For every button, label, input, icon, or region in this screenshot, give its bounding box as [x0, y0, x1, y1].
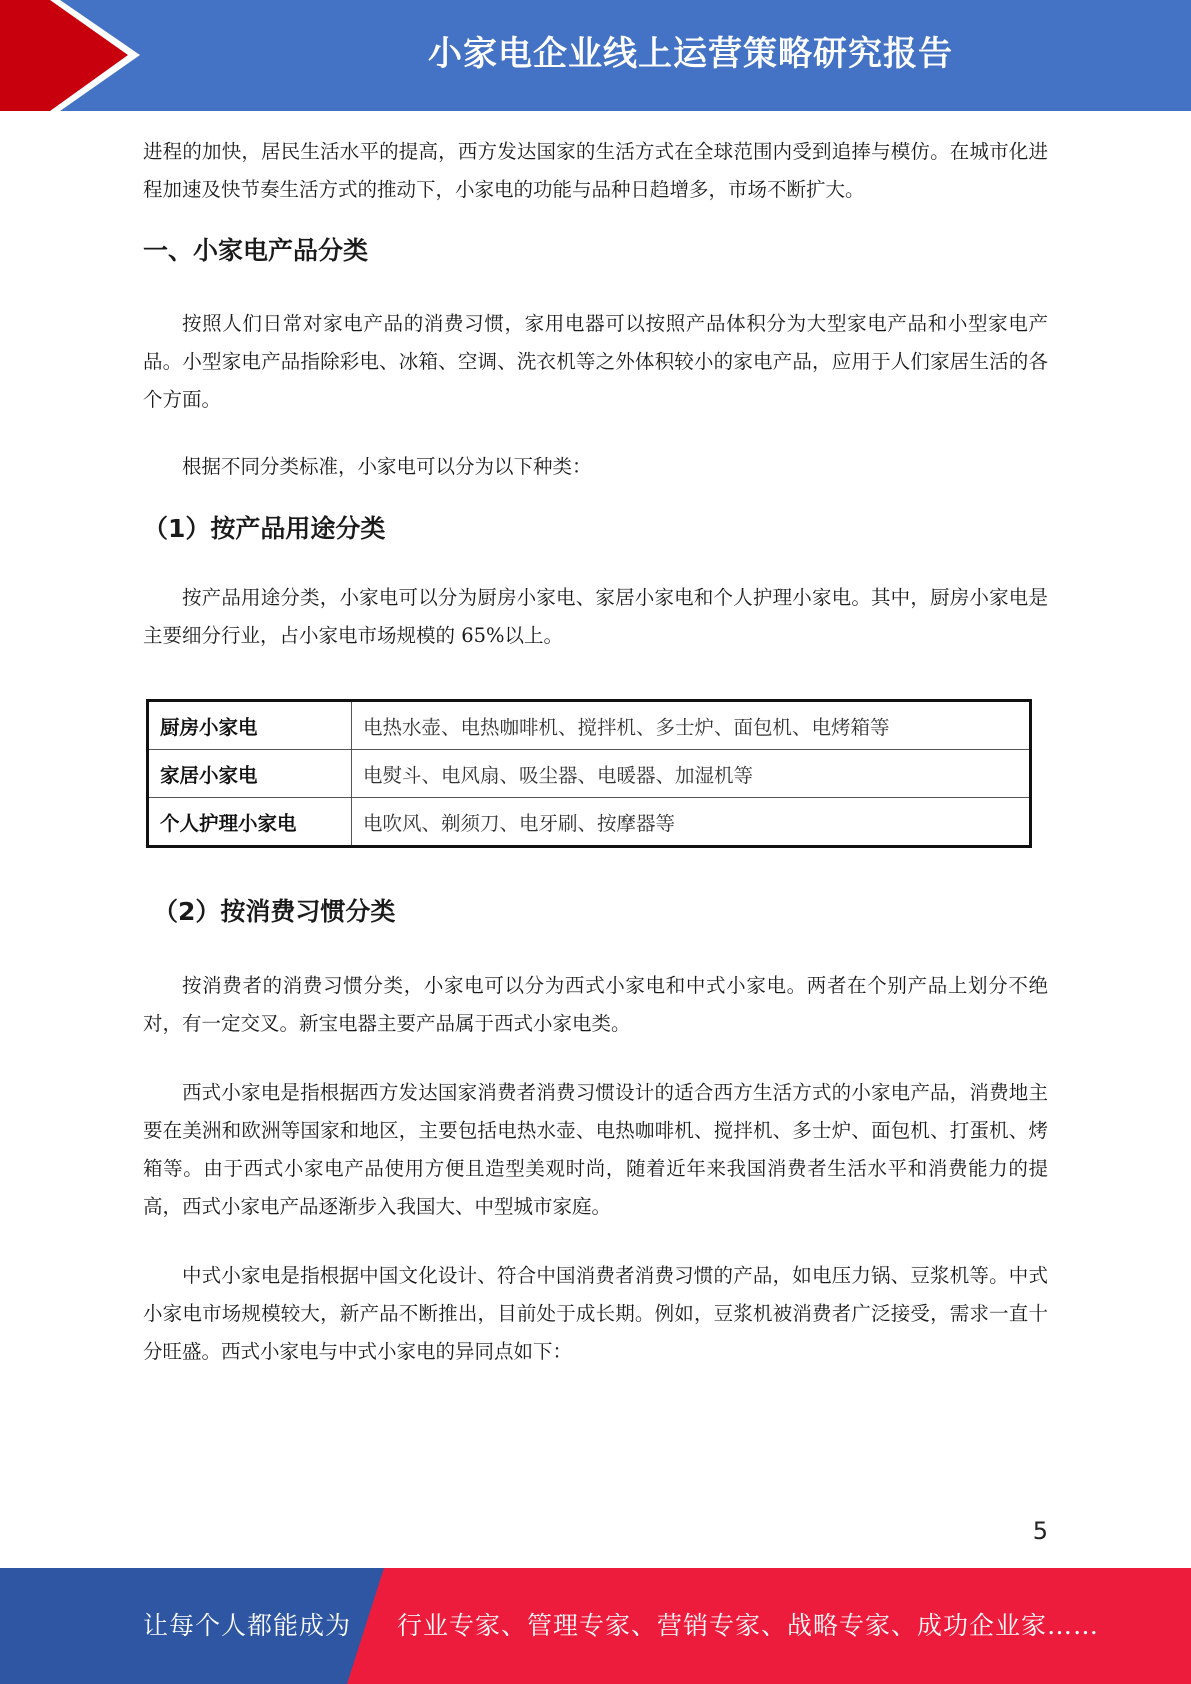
body-paragraph: 中式小家电是指根据中国文化设计、符合中国消费者消费习惯的产品，如电压力锅、豆浆机等。中式小家电市场规模较大，新产品不断推出，目前处于成长期。例如，豆浆机被消费者广泛接受，需求一直十分旺盛。西式小家电与中式小家电的异同点如下：	[143, 1264, 1048, 1363]
body-paragraph: 根据不同分类标准，小家电可以分为以下种类：	[182, 455, 592, 478]
table-row	[148, 750, 1031, 798]
table-cell-category: 个人护理小家电	[148, 798, 352, 847]
footer-slogan-right: 行业专家、管理专家、营销专家、战略专家、成功企业家……	[397, 1611, 1100, 1640]
body-paragraph: 按照人们日常对家电产品的消费习惯，家用电器可以按照产品体积分为大型家电产品和小型家电产品。小型家电产品指除彩电、冰箱、空调、洗衣机等之外体积较小的家电产品，应用于人们家居生活的各个方面。	[143, 312, 1048, 411]
table-cell-items: 电吹风、剃须刀、电牙刷、按摩器等	[352, 798, 1031, 847]
category-table	[146, 699, 1032, 848]
body-paragraph: 西式小家电是指根据西方发达国家消费者消费习惯设计的适合西方生活方式的小家电产品，消费地主要在美洲和欧洲等国家和地区，主要包括电热水壶、电热咖啡机、搅拌机、多士炉、面包机、打蛋机、烤箱等。由于西式小家电产品使用方便且造型美观时尚，随着近年来我国消费者生活水平和消费能力的提高，西式小家电产品逐渐步入我国大、中型城市家庭。	[143, 1081, 1048, 1218]
intro-paragraph: 进程的加快，居民生活水平的提高，西方发达国家的生活方式在全球范围内受到追捧与模仿。在城市化进程加速及快节奏生活方式的推动下，小家电的功能与品种日趋增多，市场不断扩大。	[143, 140, 1048, 201]
body-paragraph: 按产品用途分类，小家电可以分为厨房小家电、家居小家电和个人护理小家电。其中，厨房小家电是主要细分行业，占小家电市场规模的 65%以上。	[143, 586, 1048, 647]
table-row	[148, 701, 1031, 750]
report-title: 小家电企业线上运营策略研究报告	[428, 34, 953, 74]
footer-banner	[0, 1568, 1191, 1684]
table-cell-items: 电热水壶、电热咖啡机、搅拌机、多士炉、面包机、电烤箱等	[352, 701, 1031, 750]
section-heading: 一、小家电产品分类	[143, 236, 369, 265]
table-cell-items: 电熨斗、电风扇、吸尘器、电暖器、加湿机等	[352, 750, 1031, 798]
footer-slogan-left: 让每个人都能成为	[143, 1611, 352, 1640]
subsection-heading: （1）按产品用途分类	[143, 514, 386, 543]
body-paragraph: 按消费者的消费习惯分类，小家电可以分为西式小家电和中式小家电。两者在个别产品上划分不绝对，有一定交叉。新宝电器主要产品属于西式小家电类。	[143, 974, 1048, 1035]
page-content	[143, 133, 1048, 1371]
header-banner	[0, 0, 1191, 111]
table-row	[148, 798, 1031, 847]
page-number: 5	[1032, 1517, 1048, 1545]
subsection-heading: （2）按消费习惯分类	[153, 897, 396, 926]
table-cell-category: 家居小家电	[148, 750, 352, 798]
table-cell-category: 厨房小家电	[148, 701, 352, 750]
